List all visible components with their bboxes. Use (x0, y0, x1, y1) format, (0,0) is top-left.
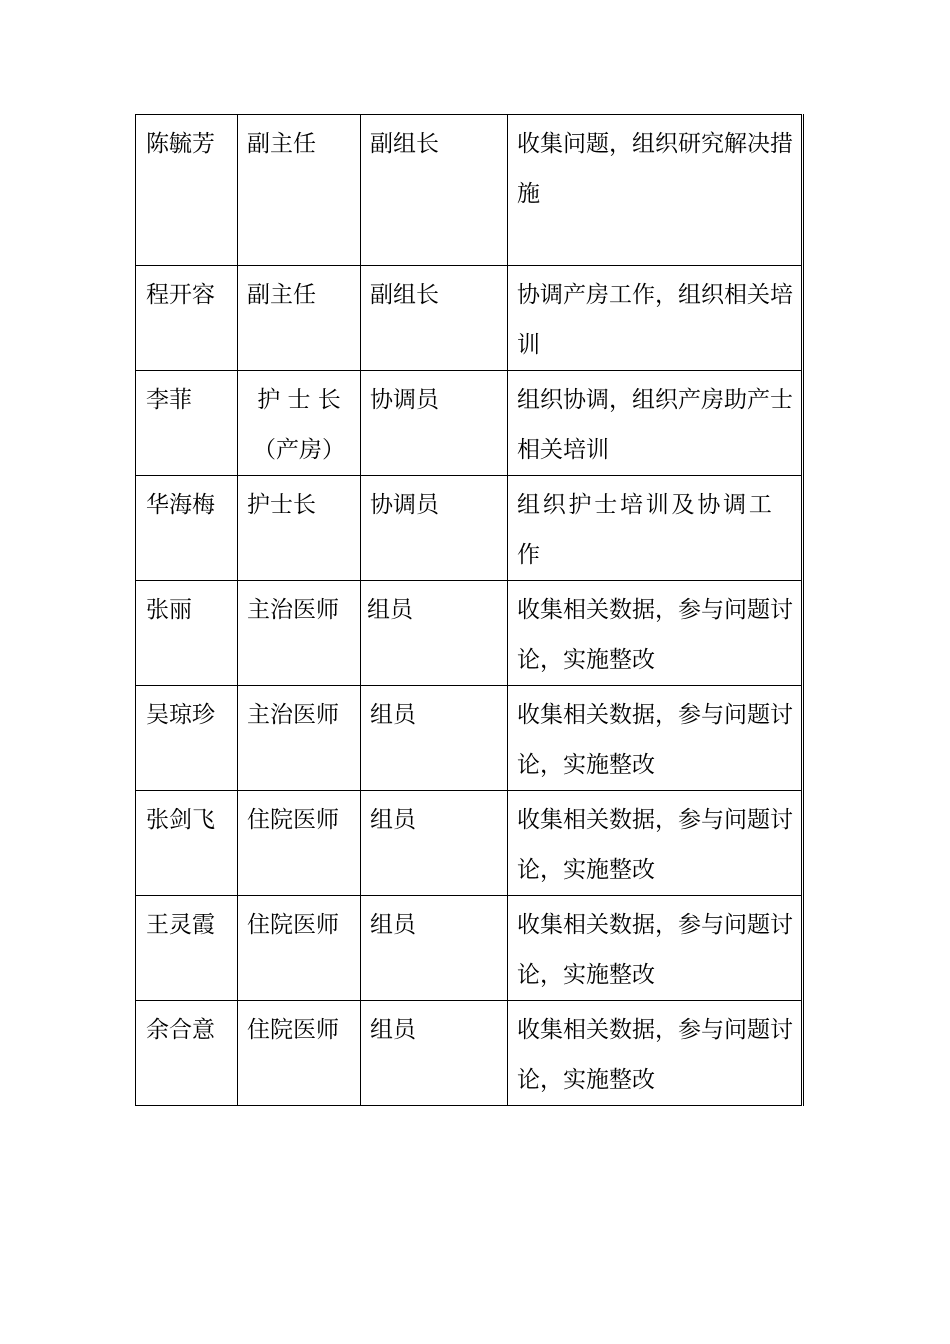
table-row (136, 896, 803, 1001)
member-name: 张丽 (136, 581, 238, 686)
member-duty: 收集相关数据，参与问题讨论，实施整改 (508, 791, 803, 896)
member-role: 组员 (361, 686, 508, 791)
member-role: 组员 (361, 1001, 508, 1106)
member-title: 护士长 (238, 476, 361, 581)
table-row (136, 371, 803, 476)
member-title: 住院医师 (238, 791, 361, 896)
table-row (136, 476, 803, 581)
member-title: 护 士 长（产房） (238, 371, 361, 476)
member-duty: 协调产房工作，组织相关培训 (508, 266, 803, 371)
table-row (136, 266, 803, 371)
member-role: 组员 (361, 581, 508, 686)
member-role: 组员 (361, 791, 508, 896)
member-title: 主治医师 (238, 581, 361, 686)
member-duty: 收集相关数据，参与问题讨论，实施整改 (508, 686, 803, 791)
member-title: 副主任 (238, 115, 361, 266)
member-role: 组员 (361, 896, 508, 1001)
member-name: 余合意 (136, 1001, 238, 1106)
member-duty: 收集相关数据，参与问题讨论，实施整改 (508, 1001, 803, 1106)
member-name: 陈毓芳 (136, 115, 238, 266)
member-name: 华海梅 (136, 476, 238, 581)
member-name: 吴琼珍 (136, 686, 238, 791)
team-members-table (135, 114, 804, 1106)
member-name: 王灵霞 (136, 896, 238, 1001)
member-duty: 收集问题，组织研究解决措施 (508, 115, 803, 266)
table-row (136, 1001, 803, 1106)
member-role: 协调员 (361, 371, 508, 476)
member-title: 副主任 (238, 266, 361, 371)
member-name: 张剑飞 (136, 791, 238, 896)
table-row (136, 686, 803, 791)
member-duty: 组织协调，组织产房助产士相关培训 (508, 371, 803, 476)
member-name: 程开容 (136, 266, 238, 371)
member-title: 住院医师 (238, 1001, 361, 1106)
member-name: 李菲 (136, 371, 238, 476)
member-duty: 组织护士培训及协调工作 (508, 476, 803, 581)
member-title: 主治医师 (238, 686, 361, 791)
table-row (136, 791, 803, 896)
table-row (136, 581, 803, 686)
member-duty: 收集相关数据，参与问题讨论，实施整改 (508, 896, 803, 1001)
member-role: 副组长 (361, 115, 508, 266)
member-role: 副组长 (361, 266, 508, 371)
member-duty: 收集相关数据，参与问题讨论，实施整改 (508, 581, 803, 686)
table-row (136, 115, 803, 266)
member-role: 协调员 (361, 476, 508, 581)
member-title: 住院医师 (238, 896, 361, 1001)
